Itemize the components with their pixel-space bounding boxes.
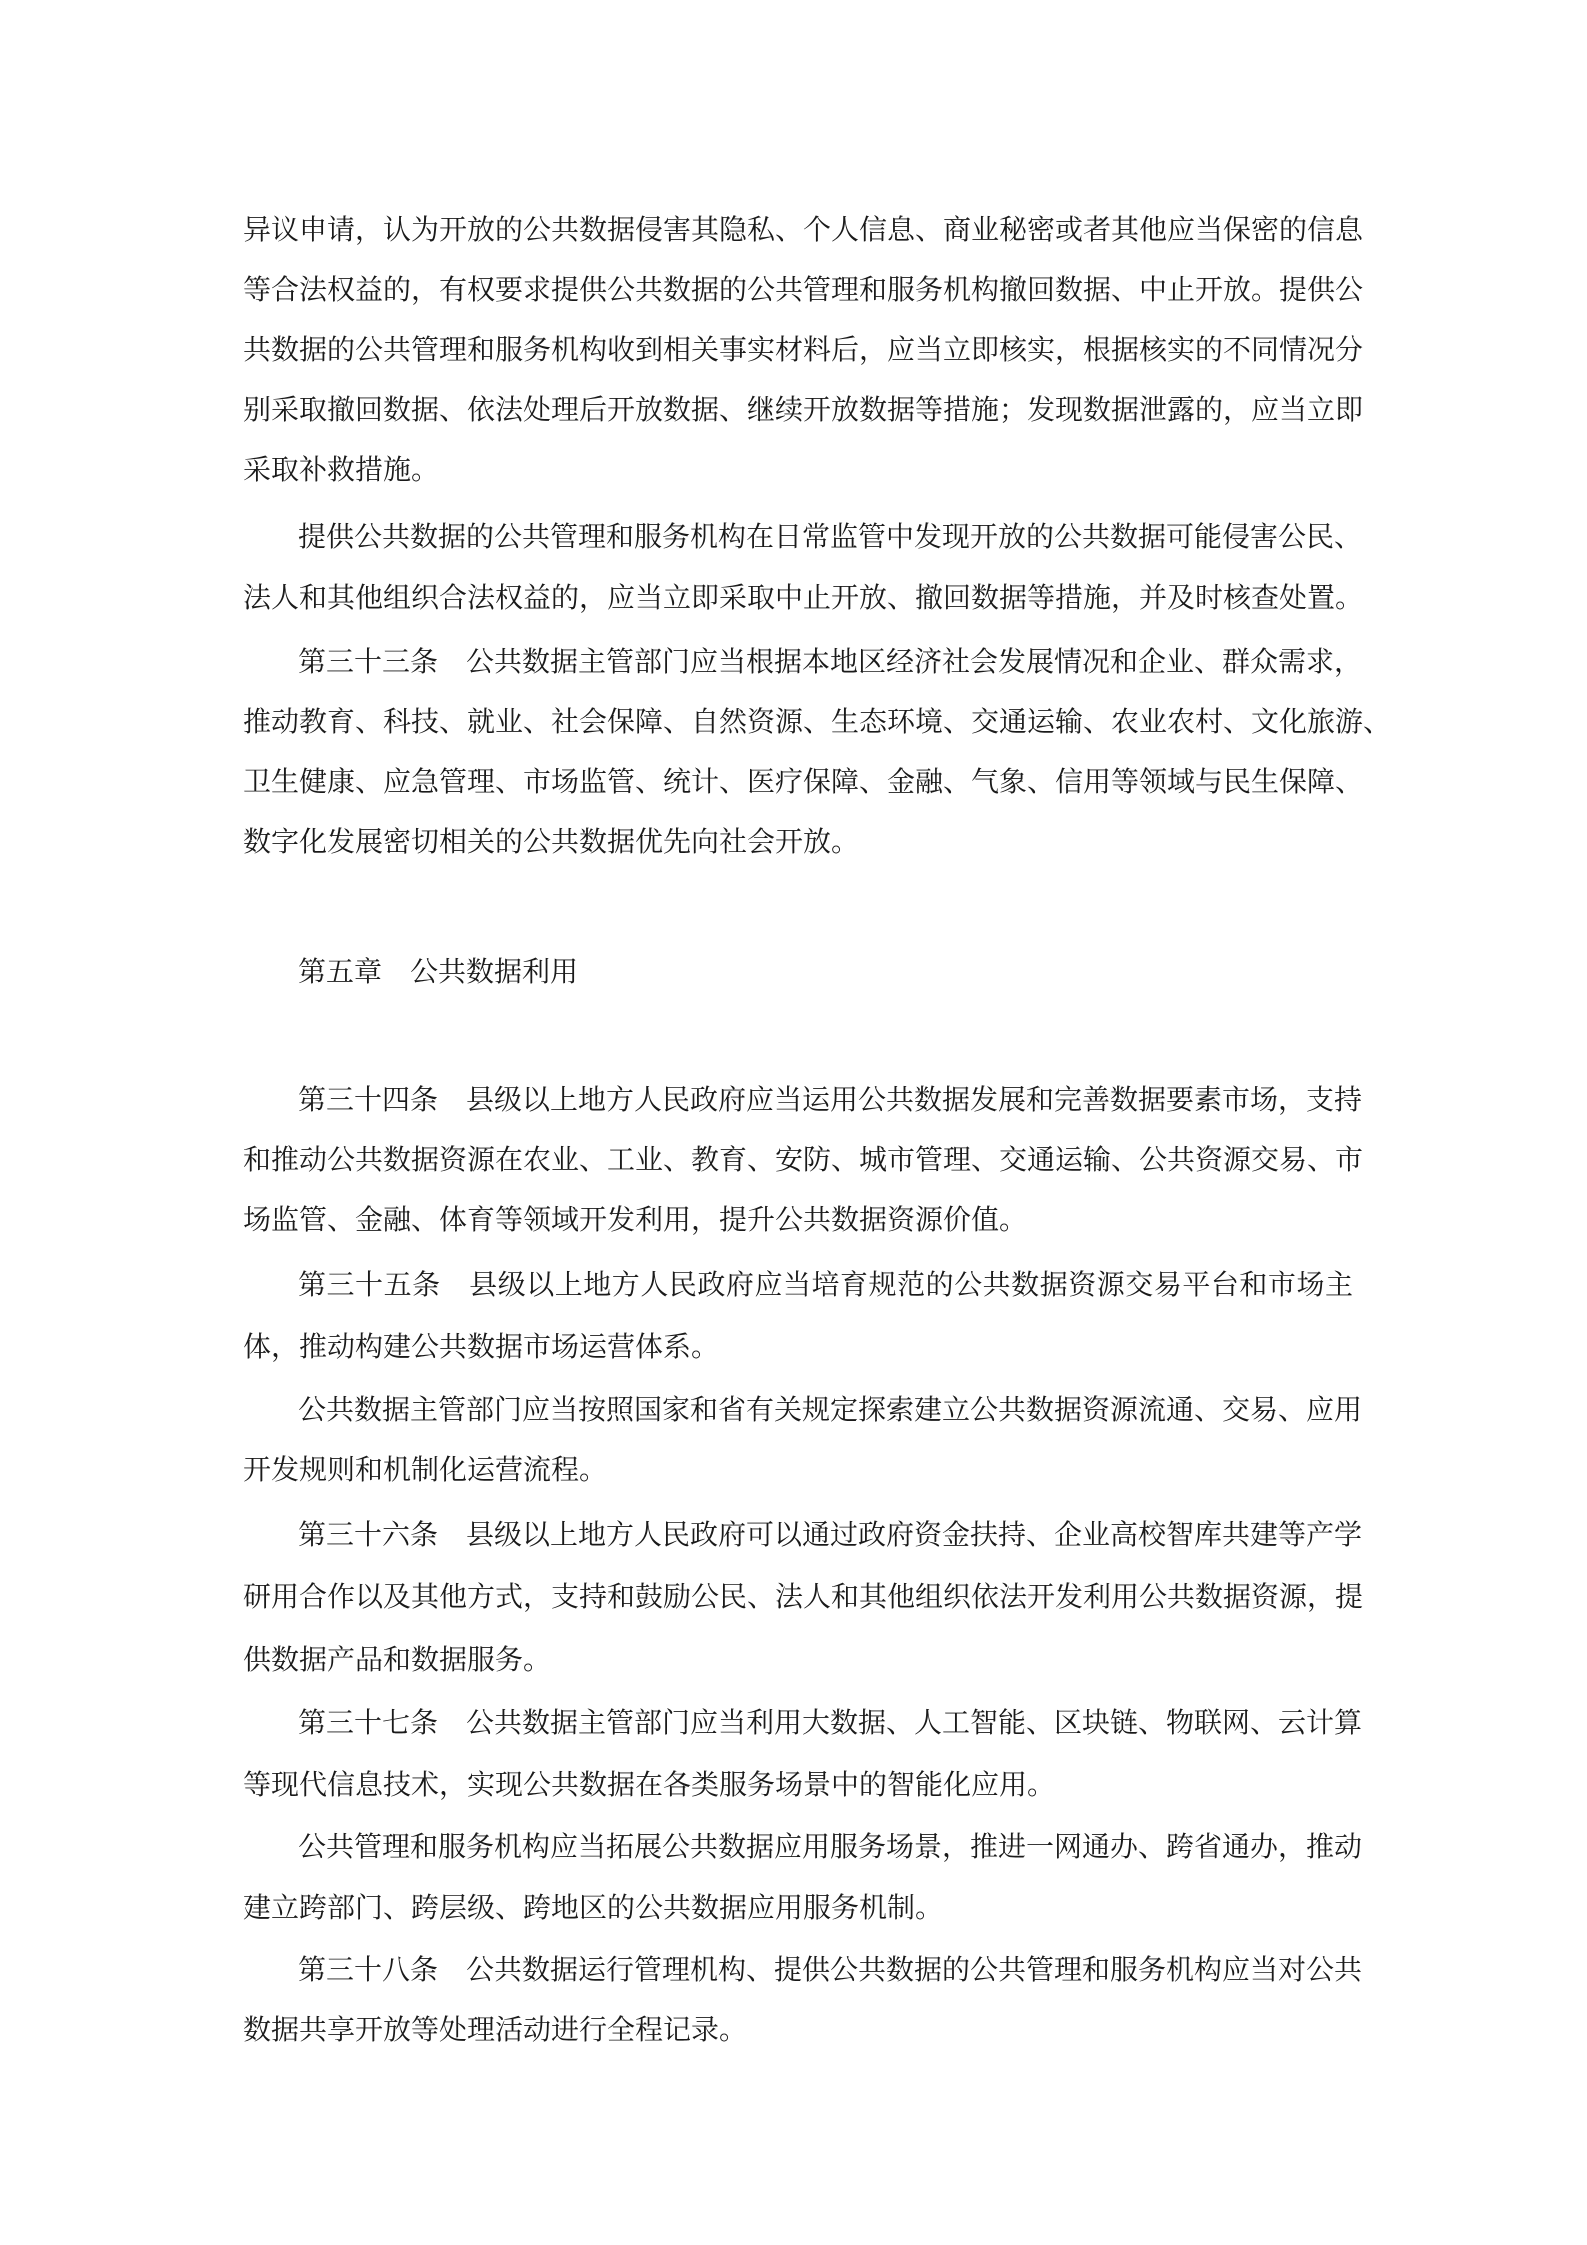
text-line: 数字化发展密切相关的公共数据优先向社会开放。 <box>243 825 860 858</box>
text-line: 建立跨部门、跨层级、跨地区的公共数据应用服务机制。 <box>243 1891 944 1924</box>
text-line: 推动教育、科技、就业、社会保障、自然资源、生态环境、交通运输、农业农村、文化旅游、 <box>243 705 1392 738</box>
text-line: 体，推动构建公共数据市场运营体系。 <box>243 1330 720 1363</box>
text-line: 法人和其他组织合法权益的，应当立即采取中止开放、撤回数据等措施，并及时核查处置。 <box>243 581 1364 614</box>
text-line: 等现代信息技术，实现公共数据在各类服务场景中的智能化应用。 <box>243 1768 1056 1801</box>
text-line: 研用合作以及其他方式，支持和鼓励公民、法人和其他组织依法开发利用公共数据资源，提 <box>243 1580 1364 1613</box>
text-line: 等合法权益的，有权要求提供公共数据的公共管理和服务机构撤回数据、中止开放。提供公 <box>243 273 1364 306</box>
text-line: 第三十四条 县级以上地方人民政府应当运用公共数据发展和完善数据要素市场，支持 <box>298 1083 1363 1116</box>
text-line: 公共数据主管部门应当按照国家和省有关规定探索建立公共数据资源流通、交易、应用 <box>298 1393 1363 1426</box>
text-line: 卫生健康、应急管理、市场监管、统计、医疗保障、金融、气象、信用等领域与民生保障、 <box>243 765 1364 798</box>
text-line: 采取补救措施。 <box>243 453 440 486</box>
text-line: 和推动公共数据资源在农业、工业、教育、安防、城市管理、交通运输、公共资源交易、市 <box>243 1143 1364 1176</box>
text-line: 第三十六条 县级以上地方人民政府可以通过政府资金扶持、企业高校智库共建等产学 <box>298 1518 1363 1551</box>
text-line: 异议申请，认为开放的公共数据侵害其隐私、个人信息、商业秘密或者其他应当保密的信息 <box>243 213 1364 246</box>
text-line: 第三十七条 公共数据主管部门应当利用大数据、人工智能、区块链、物联网、云计算 <box>298 1706 1363 1739</box>
text-line: 供数据产品和数据服务。 <box>243 1643 552 1676</box>
text-line: 开发规则和机制化运营流程。 <box>243 1453 608 1486</box>
text-line: 第三十三条 公共数据主管部门应当根据本地区经济社会发展情况和企业、群众需求， <box>298 645 1363 678</box>
text-line: 第三十八条 公共数据运行管理机构、提供公共数据的公共管理和服务机构应当对公共 <box>298 1953 1363 1986</box>
text-line: 数据共享开放等处理活动进行全程记录。 <box>243 2013 748 2046</box>
text-line: 提供公共数据的公共管理和服务机构在日常监管中发现开放的公共数据可能侵害公民、 <box>298 520 1363 553</box>
text-line: 共数据的公共管理和服务机构收到相关事实材料后，应当立即核实，根据核实的不同情况分 <box>243 333 1364 366</box>
text-line: 第三十五条 县级以上地方人民政府应当培育规范的公共数据资源交易平台和市场主 <box>298 1268 1353 1301</box>
text-line: 公共管理和服务机构应当拓展公共数据应用服务场景，推进一网通办、跨省通办，推动 <box>298 1830 1363 1863</box>
text-line: 别采取撤回数据、依法处理后开放数据、继续开放数据等措施；发现数据泄露的，应当立即 <box>243 393 1364 426</box>
text-line: 第五章 公共数据利用 <box>298 955 579 988</box>
text-line: 场监管、金融、体育等领域开发利用，提升公共数据资源价值。 <box>243 1203 1028 1236</box>
